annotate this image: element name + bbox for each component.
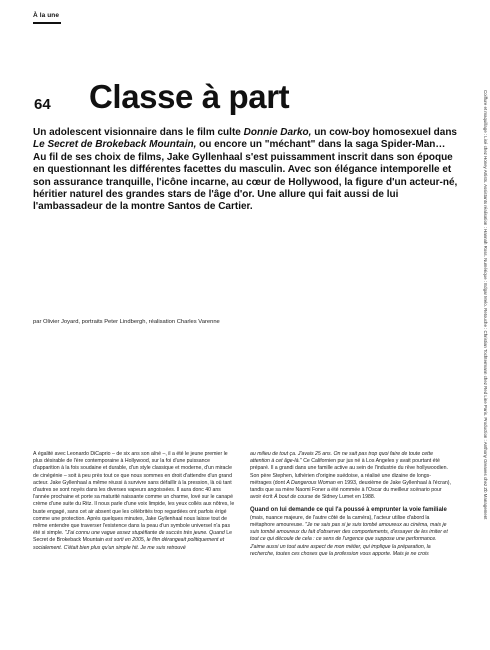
body-paragraph bbox=[250, 515, 452, 558]
body-paragraph bbox=[33, 451, 235, 552]
film-title: Le Secret de Brokeback Mountain bbox=[33, 530, 232, 544]
question-text: Quand on lui demande ce qui l'a poussé à emprunter la voie familiale bbox=[250, 507, 447, 514]
section-label: À la une bbox=[33, 12, 60, 19]
question-lead bbox=[250, 507, 452, 514]
article-title: Classe à part bbox=[89, 78, 290, 115]
film-title: A Dangerous Woman bbox=[286, 479, 336, 486]
quote-text: est sorti en 2005, le film dérangeait politiquement et socialement. C'était bien plus qu'un simple hit. Je me suis retrouvé bbox=[33, 537, 225, 551]
body-column-right bbox=[250, 451, 452, 636]
lede-text: ou encore un "méchant" dans la saga Spider-Man… Au fil de ses choix de films, Jake Gyllenhaal s'est puissamment inscrit dans son époque en questionnant les différentes facettes du masculin. Avec son élégance intemporelle et son assurance tranquille, l'icône incarne, au cœur de Hollywood, la figure d'un acteur-né, héritier naturel des grandes stars de l'âge d'or. Une allure qui fait aussi de lui l'ambassadeur de la montre Santos de Cartier. bbox=[33, 139, 458, 213]
quote-text: "Je ne sais pas si je suis tombé amoureux au cinéma, mais je suis tombé amoureux du fait d'observer des comportements, d'essayer de les imiter et tout ce qui découle de cela : ce sens de l'urgence que suppose une performance. J'aime aussi un tout autre aspect de mon métier, qui implique la préparation, la recherche, toutes ces choses que la profession vous apporte. Mais je ne crois bbox=[250, 522, 448, 557]
body-text: en 1993, deuxième de Jake Gyllenhaal à l'écran), tandis que sa mère Naomi Foner a été nommée à l'Oscar du meilleur scénario pour avoir écrit bbox=[250, 479, 451, 501]
body-paragraph bbox=[250, 451, 452, 501]
page-number: 64 bbox=[34, 96, 51, 113]
lede-film-title: Donnie Darko, bbox=[243, 127, 312, 138]
quote-text: au milieu de tout ça. J'avais 25 ans. On ne sait pas trop quoi faire de toute cette attention à cet âge-là." bbox=[250, 451, 433, 465]
article-lede bbox=[33, 127, 458, 214]
film-title: À bout de course bbox=[273, 494, 314, 501]
lede-film-title: Le Secret de Brokeback Mountain, bbox=[33, 139, 197, 151]
body-columns bbox=[33, 451, 453, 636]
body-text: (mais, nuance majeure, de l'autre côté de la caméra), l'acteur utilise d'abord la métaphore amoureuse. bbox=[250, 514, 430, 529]
body-text: Ce Californien pur jus né à Los Angeles y avait pourtant été préparé. Il a grandi dans une famille active au sein de l'industrie du rêve hollywoodien. Son père Stephen, luthérien d'origine suédoise, a réalisé une dizaine de longs-métrages (dont bbox=[250, 458, 448, 486]
quote-text: "J'ai connu une vague assez stupéfiante de succès très jeune. Quand bbox=[64, 530, 225, 537]
lede-text: un cow-boy homosexuel dans bbox=[311, 127, 457, 138]
body-text: À égalité avec Leonardo DiCaprio – de six ans son aîné –, il a été le jeune premier le plus désirable de l'ère contemporaine à Hollywood, sur la foi d'une puissance d'apparition à la fois soudaine et durable, d'un style classique et moderne, d'un miracle de cinégénie – soit à peu près tout ce que nous sommes en droit d'attendre d'un grand acteur. Jake Gyllenhaal a même réussi à survivre sans défaillir à la pression, là où tant d'autres se sont noyés dans les diverses vapeurs angoissées. Il aura donc 40 ans l'année prochaine et porte sa maturité naissante comme un charme, lové sur le canapé crème d'une suite du Ritz. Il nous parle d'une voix limpide, les yeux collés aux nôtres, le buste engagé, sans cet air absent que les célébrités trop regardées ont parfois érigé comme une protection. Après quelques minutes, Jake Gyllenhaal nous laisse tout de même entendre que traverser l'existence dans la peau d'un symbole universel n'a pas été si simple. bbox=[33, 451, 235, 537]
body-column-left bbox=[33, 451, 235, 636]
body-text: de Sidney Lumet en 1988. bbox=[314, 494, 376, 501]
lede-text: Un adolescent visionnaire dans le film culte bbox=[33, 127, 244, 138]
vertical-credits: Coiffure et maquillage : Lisé chez Honey Artists. Assistants réalisation : Hannah Ross. Numérique : Edgar Melo. Retouche : Christian Tochtermann chez Red Line Paris. Production : Anthony Greaves chez Zb Management bbox=[483, 90, 488, 520]
section-rule bbox=[33, 22, 61, 24]
article-credits: par Olivier Joyard, portraits Peter Lindbergh, réalisation Charles Varenne bbox=[33, 319, 220, 325]
